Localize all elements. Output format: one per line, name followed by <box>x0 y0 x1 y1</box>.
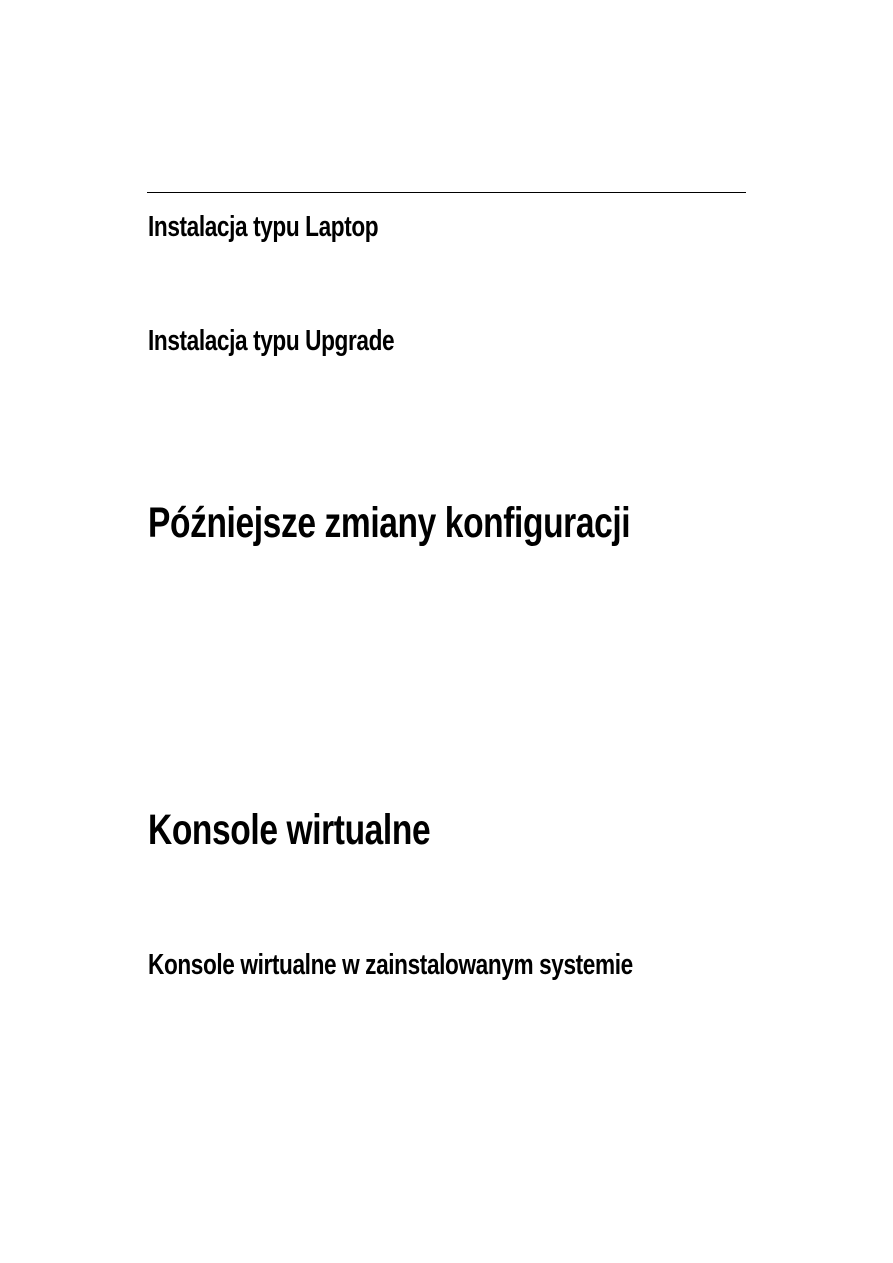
section-heading-virtual-consoles-installed: Konsole wirtualne w zainstalowanym systemie <box>148 949 633 981</box>
chapter-heading-later-config-changes: Późniejsze zmiany konfiguracji <box>148 499 631 547</box>
section-heading-laptop-install: Instalacja typu Laptop <box>148 211 379 243</box>
header-rule <box>147 192 746 193</box>
chapter-heading-virtual-consoles: Konsole wirtualne <box>148 806 431 854</box>
section-heading-upgrade-install: Instalacja typu Upgrade <box>148 325 395 357</box>
